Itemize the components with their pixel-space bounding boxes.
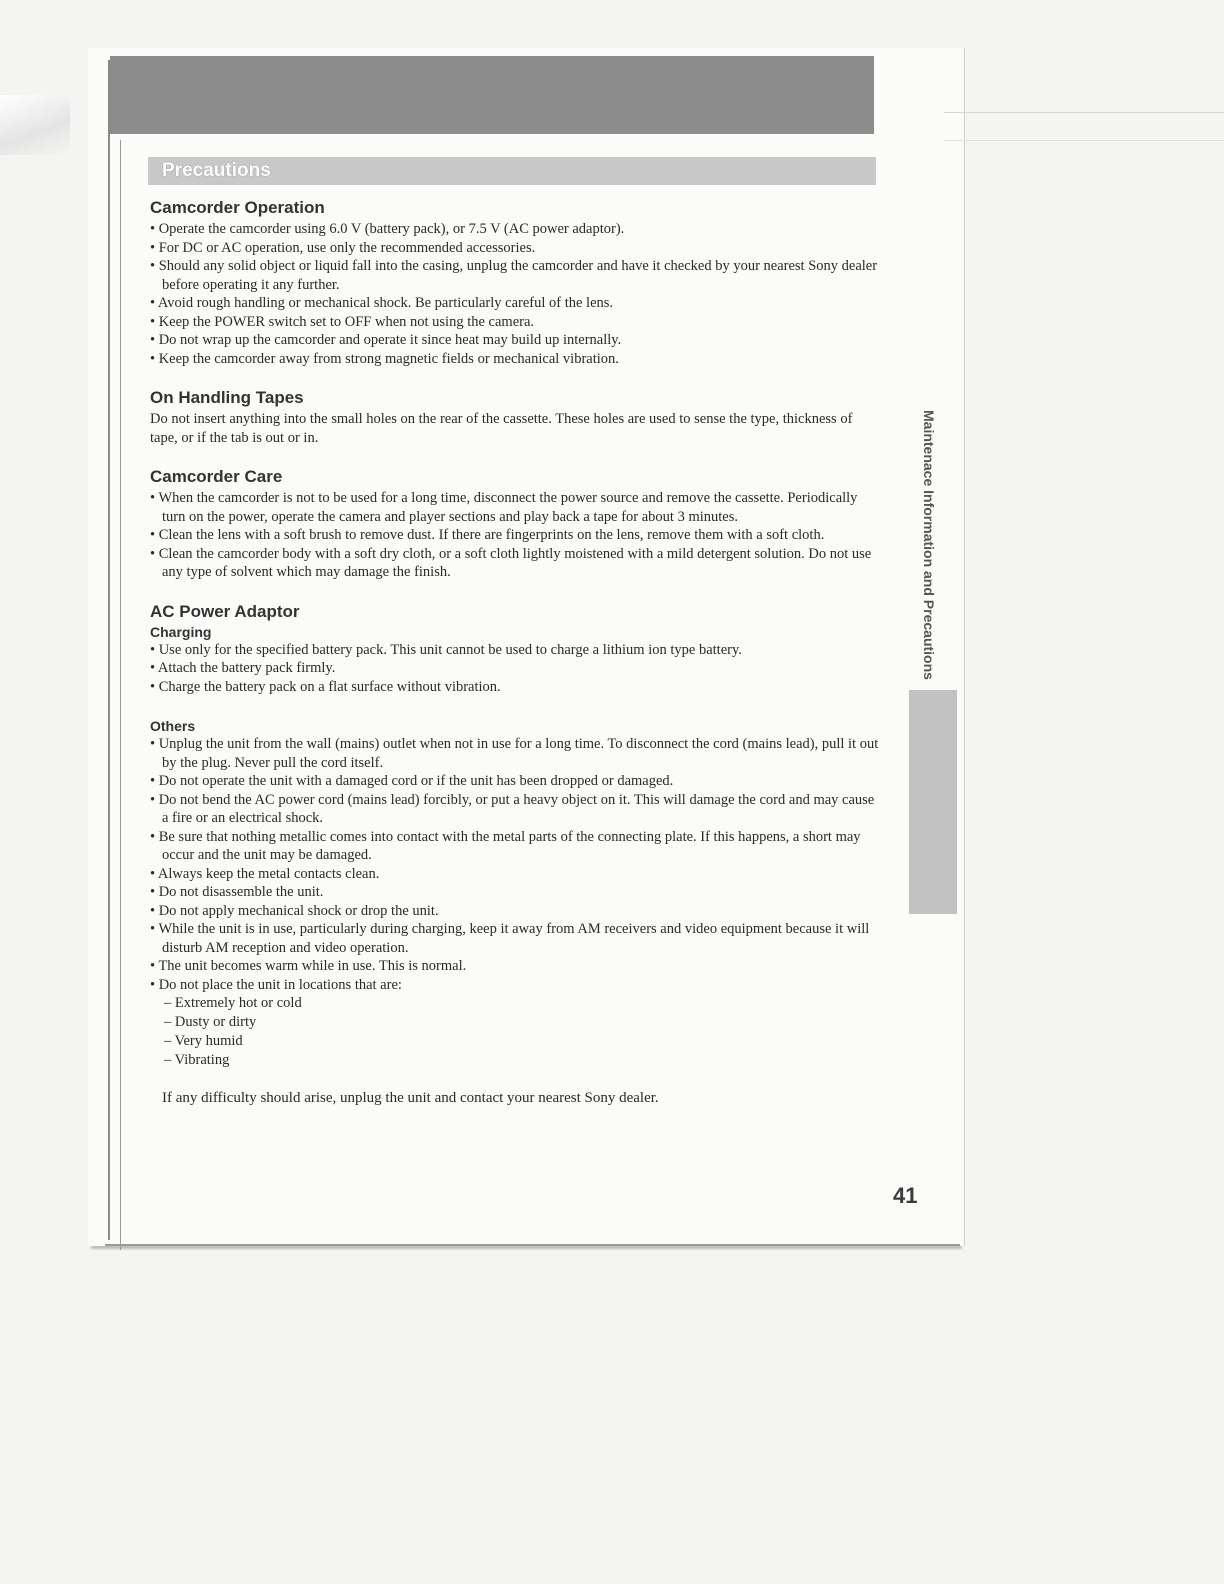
list-item: • When the camcorder is not to be used for a long time, disconnect the power source and remove the cassette. Periodically turn on the power, operate the camera and player sections and play back a tape for about 3 minutes. bbox=[150, 489, 880, 526]
list-item: • Use only for the specified battery pack. This unit cannot be used to charge a lithium ion type battery. bbox=[150, 641, 880, 660]
list-item: • The unit becomes warm while in use. This is normal. bbox=[150, 957, 880, 976]
page-number: 41 bbox=[893, 1183, 918, 1208]
margin-rule bbox=[120, 140, 121, 1250]
section-banner bbox=[148, 157, 876, 185]
section-title: Precautions bbox=[162, 160, 271, 181]
side-tab-marker bbox=[909, 690, 957, 914]
sub-list-item: – Extremely hot or cold bbox=[164, 995, 302, 1011]
scan-artifact bbox=[0, 95, 70, 155]
header-band bbox=[110, 56, 874, 134]
list-item: • While the unit is in use, particularly during charging, keep it away from AM receivers and video equipment because it will disturb AM reception and video operation. bbox=[150, 920, 880, 957]
list-item: • Do not bend the AC power cord (mains lead) forcibly, or put a heavy object on it. This will damage the cord and may cause a fire or an electrical shock. bbox=[150, 791, 880, 828]
list-item: • Do not place the unit in locations that are: bbox=[150, 976, 880, 995]
list-item: • Keep the POWER switch set to OFF when not using the camera. bbox=[150, 313, 880, 332]
list-item: • Do not apply mechanical shock or drop the unit. bbox=[150, 902, 880, 921]
side-tab-label: Maintenace Information and Precautions bbox=[921, 410, 937, 680]
list-item: • Keep the camcorder away from strong magnetic fields or mechanical vibration. bbox=[150, 350, 880, 369]
charging-heading: Charging bbox=[150, 623, 212, 640]
camcorder-care-section bbox=[150, 467, 880, 582]
scan-line bbox=[944, 140, 1224, 141]
handling-tapes-text: Do not insert anything into the small holes on the rear of the cassette. These holes are used to sense the type, thickness of tape, or if the tab is out or in. bbox=[150, 411, 853, 446]
closing-note: If any difficulty should arise, unplug the unit and contact your nearest Sony dealer. bbox=[162, 1090, 659, 1106]
list-item: • Do not wrap up the camcorder and operate it since heat may build up internally. bbox=[150, 331, 880, 350]
handling-tapes-heading: On Handling Tapes bbox=[150, 388, 304, 407]
handling-tapes-section bbox=[150, 388, 880, 447]
list-item: • Operate the camcorder using 6.0 V (battery pack), or 7.5 V (AC power adaptor). bbox=[150, 220, 880, 239]
list-item: • Should any solid object or liquid fall into the casing, unplug the camcorder and have it checked by your nearest Sony dealer before operating it any further. bbox=[150, 257, 880, 294]
list-item: • Unplug the unit from the wall (mains) outlet when not in use for a long time. To disconnect the cord (mains lead), pull it out by the plug. Never pull the cord itself. bbox=[150, 735, 880, 772]
ac-power-adaptor-heading: AC Power Adaptor bbox=[150, 601, 300, 621]
binding-rule bbox=[108, 60, 110, 1240]
others-list bbox=[150, 735, 880, 994]
location-sublist bbox=[150, 994, 880, 1070]
scan-line bbox=[944, 112, 1224, 113]
list-item: • Attach the battery pack firmly. bbox=[150, 659, 880, 678]
sub-list-item: – Dusty or dirty bbox=[164, 1014, 257, 1030]
list-item: • For DC or AC operation, use only the recommended accessories. bbox=[150, 239, 880, 258]
list-item: • Avoid rough handling or mechanical shock. Be particularly careful of the lens. bbox=[150, 294, 880, 313]
list-item: • Always keep the metal contacts clean. bbox=[150, 865, 880, 884]
others-heading: Others bbox=[150, 718, 196, 734]
sub-list-item: – Vibrating bbox=[164, 1052, 230, 1068]
list-item: • Do not operate the unit with a damaged cord or if the unit has been dropped or damaged. bbox=[150, 772, 880, 791]
sub-list-item: – Very humid bbox=[164, 1033, 243, 1049]
camcorder-care-heading: Camcorder Care bbox=[150, 467, 283, 486]
camcorder-operation-heading: Camcorder Operation bbox=[150, 198, 325, 217]
list-item: • Do not disassemble the unit. bbox=[150, 883, 880, 902]
list-item: • Clean the camcorder body with a soft dry cloth, or a soft cloth lightly moistened with a mild detergent solution. Do not use any type of solvent which may damage the finish. bbox=[150, 545, 880, 582]
list-item: • Charge the battery pack on a flat surface without vibration. bbox=[150, 678, 880, 697]
camcorder-operation-list bbox=[150, 220, 880, 368]
charging-list bbox=[150, 641, 880, 697]
list-item: • Be sure that nothing metallic comes into contact with the metal parts of the connecting plate. If this happens, a short may occur and the unit may be damaged. bbox=[150, 828, 880, 865]
page-content bbox=[150, 198, 880, 1107]
list-item: • Clean the lens with a soft brush to remove dust. If there are fingerprints on the lens, remove them with a soft cloth. bbox=[150, 526, 880, 545]
camcorder-operation-section bbox=[150, 198, 880, 368]
bottom-rule bbox=[105, 1244, 960, 1246]
camcorder-care-list bbox=[150, 489, 880, 582]
ac-power-adaptor-section bbox=[150, 602, 880, 1071]
